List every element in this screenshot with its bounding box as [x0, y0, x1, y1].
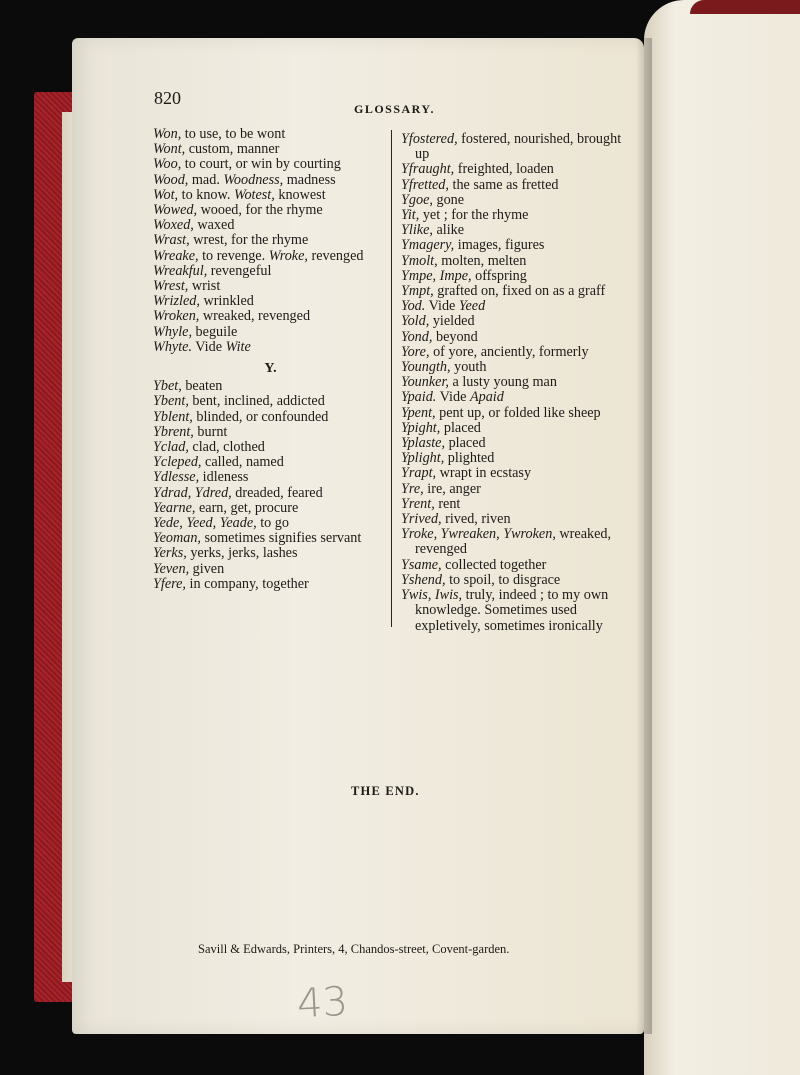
glossary-entry — [153, 249, 388, 264]
glossary-entry — [401, 406, 623, 421]
glossary-entry — [153, 394, 388, 409]
definition: madness — [283, 171, 336, 188]
glossary-entry — [153, 340, 388, 355]
definition: wrapt in ecstasy — [436, 465, 532, 482]
printer-imprint: Savill & Edwards, Printers, 4, Chandos-street, Covent-garden. — [198, 942, 510, 956]
definition: pent up, or folded like sheep — [435, 404, 601, 421]
definition: knowest — [274, 186, 326, 203]
headword: Ybrent, — [153, 423, 194, 440]
definition: yet ; for the rhyme — [419, 207, 529, 224]
glossary-entry — [153, 157, 388, 172]
definition: placed — [440, 419, 481, 436]
headword: Yeed — [458, 298, 486, 315]
headword: Wroken, — [153, 308, 200, 325]
headword: Yerks, — [153, 545, 187, 562]
definition: sometimes signifies servant — [200, 530, 362, 547]
definition: wreaked, revenged — [199, 308, 311, 325]
definition: molten, melten — [437, 252, 527, 269]
definition: Vide — [436, 389, 470, 406]
glossary-entries-w — [153, 127, 388, 355]
headword: Yfostered, — [401, 131, 458, 147]
headword: Ygoe, — [401, 191, 433, 208]
headword: Ycleped, — [153, 454, 202, 471]
glossary-entry — [153, 279, 388, 294]
headword: Wont, — [153, 141, 186, 158]
headword: Yeven, — [153, 560, 190, 577]
headword: Younker, — [401, 374, 449, 391]
definition: clad, clothed — [188, 439, 265, 456]
headword: Ymagery, — [401, 237, 455, 254]
headword: Ywreaken, Ywroken, — [440, 526, 556, 543]
glossary-entries-right — [401, 132, 623, 634]
glossary-entry — [401, 254, 623, 269]
headword: Whyte. — [153, 338, 192, 355]
headword: Whyle, — [153, 323, 192, 340]
glossary-entry — [153, 294, 388, 309]
definition: ire, anger — [423, 480, 481, 497]
definition: waxed — [193, 217, 235, 234]
headword: Yplight, — [401, 450, 445, 467]
headword: Ylike, — [401, 222, 433, 239]
definition: rived, riven — [441, 511, 511, 528]
glossary-entry — [153, 264, 388, 279]
headword: Woodness, — [223, 171, 284, 188]
glossary-entries-y — [153, 379, 388, 592]
headword: Yearne, — [153, 499, 196, 516]
definition: wooed, for the rhyme — [197, 202, 323, 219]
right-column — [401, 132, 623, 634]
glossary-entry — [153, 470, 388, 485]
definition: in company, together — [185, 575, 309, 592]
glossary-entry — [401, 162, 623, 177]
glossary-entry — [401, 466, 623, 481]
definition: grafted on, fixed on as a graff — [433, 283, 606, 300]
headword: Yclad, — [153, 439, 189, 456]
headword: Yold, — [401, 313, 430, 330]
headword: Wotest, — [233, 186, 275, 203]
headword: Ypight, — [401, 419, 441, 436]
section-letter: Y. — [264, 361, 277, 377]
definition: yerks, jerks, lashes — [186, 545, 298, 562]
definition: freighted, loaden — [454, 161, 554, 178]
headword: Yit, — [401, 207, 420, 224]
glossary-entry — [153, 233, 388, 248]
glossary-entry — [401, 482, 623, 497]
glossary-entry — [153, 173, 388, 188]
definition: bent, inclined, addicted — [188, 393, 325, 410]
headword: Yfere, — [153, 575, 186, 592]
headword: Yblent, — [153, 408, 193, 425]
headword: Yrapt, — [401, 465, 437, 482]
headword: Apaid — [469, 389, 504, 406]
headword: Ypaid. — [401, 389, 437, 406]
definition: placed — [445, 435, 486, 452]
headword: Wite — [225, 338, 251, 355]
headword: Ybent, — [153, 393, 189, 410]
headword: Yfraught, — [401, 161, 455, 178]
headword: Yore, — [401, 343, 430, 360]
definition: revenged — [307, 247, 364, 264]
headword: Yre, — [401, 480, 424, 497]
glossary-entry — [153, 531, 388, 546]
headword: Won, — [153, 126, 182, 142]
headword: Yond, — [401, 328, 433, 345]
glossary-entry — [401, 451, 623, 466]
headword: Wrast, — [153, 232, 190, 249]
headword: Ywis, Iwis, — [401, 587, 463, 604]
glossary-entry — [153, 516, 388, 531]
glossary-entry — [401, 558, 623, 573]
definition: wrinkled — [199, 293, 254, 310]
glossary-entry — [401, 390, 623, 405]
definition: to spoil, to disgrace — [445, 571, 561, 588]
definition: to use, to be wont — [181, 126, 286, 142]
headword: Yeed, Yeade, — [186, 515, 257, 532]
headword: Ydrad, — [153, 484, 192, 501]
definition: to revenge. — [198, 247, 269, 264]
running-head: GLOSSARY. — [354, 102, 435, 116]
glossary-entry — [401, 360, 623, 375]
book-cover-right — [690, 0, 800, 14]
headword: Yrived, — [401, 511, 442, 528]
headword: Wot, — [153, 186, 179, 203]
definition: wrist — [188, 278, 221, 295]
definition: collected together — [441, 556, 547, 573]
definition: beyond — [432, 328, 478, 345]
definition: custom, manner — [185, 141, 280, 158]
glossary-entry — [401, 527, 623, 557]
glossary-entry — [401, 193, 623, 208]
glossary-entry — [401, 314, 623, 329]
glossary-entry — [153, 127, 388, 142]
definition: dreaded, feared — [231, 484, 323, 501]
glossary-entry — [153, 546, 388, 561]
glossary-entry — [153, 325, 388, 340]
headword: Yfretted, — [401, 176, 449, 193]
definition: mad. — [188, 171, 224, 188]
headword: Ydred, — [194, 484, 232, 501]
definition: revengeful — [207, 262, 272, 279]
glossary-entry — [401, 512, 623, 527]
definition: to go — [256, 515, 289, 532]
definition: burnt — [193, 423, 228, 440]
column-divider — [391, 130, 392, 627]
glossary-entry — [153, 577, 388, 592]
definition: wrest, for the rhyme — [189, 232, 309, 249]
right-page — [644, 0, 800, 1075]
pencil-mark: 43 — [295, 978, 350, 1028]
glossary-entry — [401, 223, 623, 238]
headword: Wreakful, — [153, 262, 208, 279]
glossary-entry — [401, 588, 623, 634]
definition: of yore, anciently, formerly — [429, 343, 589, 360]
definition: alike — [432, 222, 465, 239]
definition: to court, or win by courting — [181, 156, 341, 173]
glossary-entry — [153, 562, 388, 577]
headword: Impe, — [439, 267, 472, 284]
glossary-entry — [153, 203, 388, 218]
glossary-entry — [401, 299, 623, 314]
definition: idleness — [199, 469, 249, 486]
definition: plighted — [444, 450, 495, 467]
definition: truly, indeed ; to my own knowledge. Sometimes used expletively, sometimes ironically — [415, 587, 609, 634]
headword: Yod. — [401, 298, 426, 315]
headword: Yplaste, — [401, 435, 446, 452]
headword: Ybet, — [153, 378, 182, 395]
definition: images, figures — [454, 237, 545, 254]
definition: rent — [434, 495, 461, 512]
glossary-entry — [401, 345, 623, 360]
headword: Wrest, — [153, 278, 189, 295]
definition: beaten — [181, 378, 223, 395]
definition: called, named — [201, 454, 284, 471]
headword: Woo, — [153, 156, 182, 173]
headword: Youngth, — [401, 359, 451, 376]
definition: to know. — [178, 186, 234, 203]
glossary-entry — [153, 379, 388, 394]
headword: Ydlesse, — [153, 469, 200, 486]
definition: blinded, or confounded — [192, 408, 329, 425]
definition: youth — [450, 359, 487, 376]
definition: fostered, nourished, brought up — [415, 131, 622, 163]
headword: Wowed, — [153, 202, 198, 219]
headword: Ysame, — [401, 556, 442, 573]
definition: beguile — [192, 323, 238, 340]
headword: Wrizled, — [153, 293, 200, 310]
left-column — [153, 127, 388, 592]
definition: wreaked, revenged — [415, 526, 612, 558]
definition: Vide — [425, 298, 459, 315]
headword: Wroke, — [268, 247, 308, 264]
headword: Yeoman, — [153, 530, 201, 547]
glossary-entry — [153, 188, 388, 203]
headword: Yede, — [153, 515, 183, 532]
headword: Ympe, — [401, 267, 437, 284]
glossary-entry — [401, 436, 623, 451]
definition: Vide — [192, 338, 226, 355]
glossary-entry — [153, 309, 388, 324]
definition: yielded — [429, 313, 475, 330]
glossary-entry — [153, 455, 388, 470]
definition: offspring — [471, 267, 527, 284]
glossary-entry — [153, 142, 388, 157]
glossary-entry — [401, 178, 623, 193]
headword: Ypent, — [401, 404, 436, 421]
glossary-entry — [401, 132, 623, 162]
glossary-entry — [153, 410, 388, 425]
definition: the same as fretted — [448, 176, 559, 193]
glossary-entry — [401, 269, 623, 284]
headword: Yshend, — [401, 571, 446, 588]
glossary-entry — [401, 330, 623, 345]
definition: given — [189, 560, 225, 577]
headword: Wreake, — [153, 247, 199, 264]
headword: Woxed, — [153, 217, 194, 234]
glossary-entry — [153, 501, 388, 516]
glossary-entry — [401, 421, 623, 436]
definition: gone — [432, 191, 465, 208]
glossary-entry — [153, 440, 388, 455]
glossary-entry — [401, 497, 623, 512]
the-end: THE END. — [351, 784, 420, 798]
headword: Ymolt, — [401, 252, 438, 269]
page-number: 820 — [154, 88, 181, 108]
page-gutter — [636, 38, 652, 1034]
definition: earn, get, procure — [195, 499, 299, 516]
glossary-entry — [401, 238, 623, 253]
headword: Ympt, — [401, 283, 434, 300]
glossary-entry — [153, 486, 388, 501]
glossary-entry — [153, 425, 388, 440]
glossary-entry — [401, 375, 623, 390]
glossary-entry — [153, 218, 388, 233]
glossary-entry — [401, 208, 623, 223]
glossary-entry — [401, 284, 623, 299]
headword: Yroke, — [401, 526, 438, 543]
headword: Yrent, — [401, 495, 435, 512]
definition: a lusty young man — [448, 374, 557, 391]
glossary-entry — [401, 573, 623, 588]
headword: Wood, — [153, 171, 189, 188]
